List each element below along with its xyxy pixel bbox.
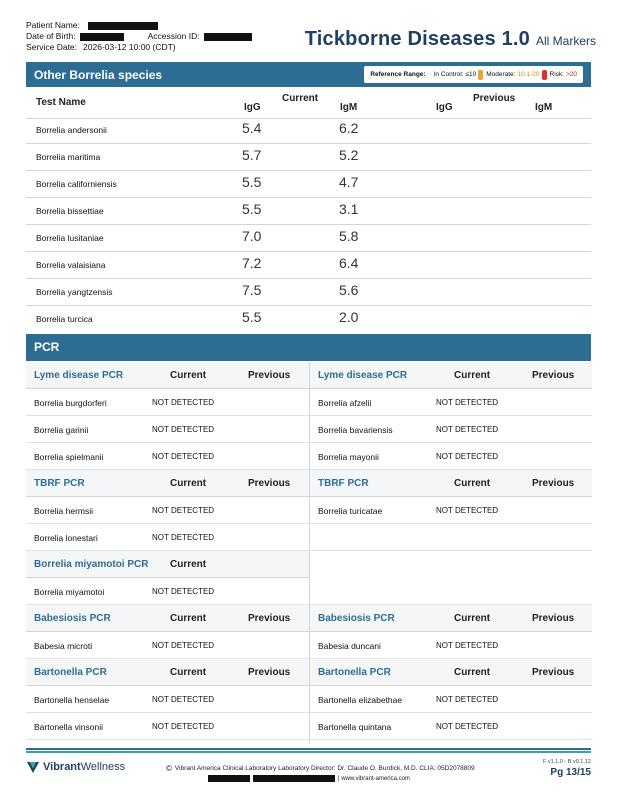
pcr-section-title: Bartonella PCR <box>318 667 391 678</box>
pcr-test-name: Bartonella elizabethae <box>318 695 403 705</box>
igm-value: 2.0 <box>339 309 359 325</box>
empty-row <box>310 551 592 578</box>
test-name-header: Test Name <box>36 97 86 108</box>
igg-value: 7.0 <box>242 228 262 244</box>
website-text: | www.vibrant-america.com <box>338 775 410 782</box>
pcr-test-name: Bartonella vinsonii <box>34 722 103 732</box>
version-text: F v1.1.0 - B v0.1.12 <box>543 759 591 765</box>
current-header: Current <box>170 559 207 570</box>
test-name: Borrelia andersonii <box>36 125 107 135</box>
pcr-current-result: NOT DETECTED <box>152 641 215 650</box>
igg-value: 5.5 <box>242 174 262 190</box>
pcr-section-header <box>310 659 592 686</box>
dob-redaction <box>80 33 124 41</box>
pcr-section-title: Borrelia miyamotoi PCR <box>34 559 149 570</box>
igm-value: 6.4 <box>339 255 359 271</box>
pcr-test-name: Borrelia hermsii <box>34 506 94 516</box>
current-header: Current <box>454 667 491 678</box>
lab-disclaimer <box>166 764 475 773</box>
pcr-current-result: NOT DETECTED <box>152 722 215 731</box>
pcr-test-name: Borrelia miyamotoi <box>34 587 105 597</box>
pcr-current-result: NOT DETECTED <box>436 695 499 704</box>
previous-igm-header: IgM <box>535 102 553 113</box>
current-header: Current <box>170 478 207 489</box>
pcr-section-title: Lyme disease PCR <box>318 370 408 381</box>
pcr-left-column <box>26 362 309 740</box>
pcr-current-result: NOT DETECTED <box>152 587 215 596</box>
pcr-test-name: Borrelia afzelii <box>318 398 372 408</box>
table-row <box>310 443 592 470</box>
igg-value: 5.7 <box>242 147 262 163</box>
pcr-section-title: TBRF PCR <box>318 478 369 489</box>
pcr-test-name: Bartonella henselae <box>34 695 110 705</box>
report-title: Tickborne Diseases 1.0 <box>304 28 530 50</box>
pcr-grid <box>26 362 591 744</box>
logo-wordmark <box>43 761 125 773</box>
risk-marker-icon <box>542 70 547 80</box>
service-date-value: 2026-03-12 10:00 (CDT) <box>83 42 176 52</box>
reference-range-legend <box>364 66 583 83</box>
table-row <box>310 389 592 416</box>
pcr-test-name: Borrelia turicatae <box>318 506 383 516</box>
legend-in-control: In Control: ≤10 <box>433 71 477 78</box>
test-name: Borrelia lusitaniae <box>36 233 104 243</box>
igm-value: 6.2 <box>339 120 359 136</box>
footer-redaction <box>208 775 410 782</box>
pcr-current-result: NOT DETECTED <box>152 533 215 542</box>
pcr-test-name: Borrelia spielmanii <box>34 452 104 462</box>
pcr-section-header <box>26 659 309 686</box>
pcr-test-name: Babesia duncani <box>318 641 381 651</box>
test-name: Borrelia bissettiae <box>36 206 104 216</box>
report-header <box>26 20 596 60</box>
legend-moderate-value: 10.1-20 <box>517 71 540 78</box>
table-row <box>26 170 591 197</box>
pcr-section-header <box>310 362 592 389</box>
legend-label: Reference Range: <box>370 71 426 78</box>
pcr-current-result: NOT DETECTED <box>436 398 499 407</box>
test-name: Borrelia valaisiana <box>36 260 106 270</box>
table-row <box>26 686 309 713</box>
legend-moderate-label: Moderate: <box>486 71 516 78</box>
pcr-title: PCR <box>34 340 60 354</box>
lab-director-text: Vibrant America Clinical Laboratory Laboratory Director: Dr. Claude O. Burdick, M.D. CLIA: 05D2078809 <box>174 765 475 772</box>
pcr-section-title: Bartonella PCR <box>34 667 107 678</box>
pcr-section-title: Lyme disease PCR <box>34 370 124 381</box>
pcr-current-result: NOT DETECTED <box>152 398 215 407</box>
previous-header: Previous <box>473 93 516 104</box>
previous-header: Previous <box>532 667 575 678</box>
test-name: Borrelia maritima <box>36 152 101 162</box>
table-row <box>26 713 309 740</box>
pcr-test-name: Borrelia garinii <box>34 425 89 435</box>
table-row <box>26 524 309 551</box>
table-row <box>26 116 591 143</box>
pcr-section-header <box>26 362 309 389</box>
pcr-section-header <box>310 605 592 632</box>
table-row <box>310 497 592 524</box>
current-header: Current <box>170 667 207 678</box>
igg-value: 5.4 <box>242 120 262 136</box>
pcr-current-result: NOT DETECTED <box>152 695 215 704</box>
igm-value: 5.2 <box>339 147 359 163</box>
previous-header: Previous <box>532 370 575 381</box>
igm-value: 4.7 <box>339 174 359 190</box>
footer-redaction-block <box>208 775 250 782</box>
legend-risk-label: Risk: <box>549 71 564 78</box>
previous-header: Previous <box>248 667 291 678</box>
pcr-test-name: Babesia microti <box>34 641 93 651</box>
empty-row <box>310 578 592 605</box>
patient-name-redaction <box>88 22 158 30</box>
pcr-section-bar <box>26 334 591 361</box>
footer-rule <box>26 748 591 750</box>
copyright-icon: © <box>166 764 172 773</box>
other-borrelia-title: Other Borrelia species <box>34 68 163 82</box>
moderate-marker-icon <box>478 70 483 80</box>
pcr-section-header <box>26 605 309 632</box>
igm-value: 3.1 <box>339 201 359 217</box>
pcr-section-title: TBRF PCR <box>34 478 85 489</box>
current-header: Current <box>454 370 491 381</box>
table-row <box>310 416 592 443</box>
service-date-label: Service Date: <box>26 42 78 52</box>
current-igm-header: IgM <box>340 102 358 113</box>
pcr-current-result: NOT DETECTED <box>436 506 499 515</box>
table-row <box>26 224 591 251</box>
table-row <box>26 632 309 659</box>
pcr-test-name: Bartonella quintana <box>318 722 392 732</box>
table-row <box>26 197 591 224</box>
current-header: Current <box>170 613 207 624</box>
vibrant-logo-icon <box>26 760 40 774</box>
igm-value: 5.8 <box>339 228 359 244</box>
pcr-test-name: Borrelia burgdorferi <box>34 398 107 408</box>
table-row <box>26 443 309 470</box>
accession-redaction <box>204 33 252 41</box>
previous-header: Previous <box>532 613 575 624</box>
pcr-current-result: NOT DETECTED <box>152 425 215 434</box>
previous-header: Previous <box>248 370 291 381</box>
pcr-section-title: Babesiosis PCR <box>318 613 395 624</box>
current-igg-header: IgG <box>244 102 261 113</box>
table-row <box>26 578 309 605</box>
vibrant-wellness-logo <box>26 760 125 774</box>
table-row <box>26 251 591 278</box>
pcr-test-name: Borrelia mayonii <box>318 452 379 462</box>
pcr-right-column <box>309 362 592 744</box>
empty-row <box>310 524 592 551</box>
legend-risk-value: >20 <box>565 71 577 78</box>
pcr-current-result: NOT DETECTED <box>152 452 215 461</box>
other-borrelia-column-headers <box>26 88 591 118</box>
igg-value: 5.5 <box>242 309 262 325</box>
table-row <box>26 143 591 170</box>
test-name: Borrelia californiensis <box>36 179 117 189</box>
footer-redaction-block <box>253 775 335 782</box>
current-header: Current <box>170 370 207 381</box>
pcr-test-name: Borrelia lonestari <box>34 533 98 543</box>
pcr-current-result: NOT DETECTED <box>436 641 499 650</box>
previous-igg-header: IgG <box>436 102 453 113</box>
other-borrelia-section-bar <box>26 62 591 87</box>
logo-rest: Wellness <box>80 761 126 773</box>
pcr-current-result: NOT DETECTED <box>436 425 499 434</box>
pcr-section-header <box>26 470 309 497</box>
page-number: Pg 13/15 <box>550 767 591 778</box>
table-row <box>26 497 309 524</box>
previous-header: Previous <box>248 613 291 624</box>
previous-header: Previous <box>532 478 575 489</box>
table-row <box>26 305 591 332</box>
pcr-test-name: Borrelia bavariensis <box>318 425 393 435</box>
current-header: Current <box>454 478 491 489</box>
logo-bold: Vibrant <box>43 761 81 773</box>
table-row <box>310 713 592 740</box>
table-row <box>310 632 592 659</box>
table-row <box>26 416 309 443</box>
table-row <box>26 278 591 305</box>
pcr-current-result: NOT DETECTED <box>436 452 499 461</box>
current-header: Current <box>454 613 491 624</box>
dob-label: Date of Birth: <box>26 31 76 41</box>
test-name: Borrelia turcica <box>36 314 93 324</box>
footer-rule-accent <box>26 751 591 753</box>
pcr-section-header <box>26 551 309 578</box>
table-row <box>310 686 592 713</box>
accession-label: Accession ID: <box>147 31 200 41</box>
patient-name-label: Patient Name: <box>26 20 80 30</box>
table-row <box>26 389 309 416</box>
report-title-block <box>305 28 596 51</box>
igg-value: 7.5 <box>242 282 262 298</box>
test-name: Borrelia yangtzensis <box>36 287 113 297</box>
pcr-section-header <box>310 470 592 497</box>
pcr-current-result: NOT DETECTED <box>152 506 215 515</box>
pcr-current-result: NOT DETECTED <box>436 722 499 731</box>
pcr-section-title: Babesiosis PCR <box>34 613 111 624</box>
igg-value: 5.5 <box>242 201 262 217</box>
current-header: Current <box>282 93 319 104</box>
igg-value: 7.2 <box>242 255 262 271</box>
report-subtitle: All Markers <box>535 34 596 48</box>
igm-value: 5.6 <box>339 282 359 298</box>
previous-header: Previous <box>248 478 291 489</box>
